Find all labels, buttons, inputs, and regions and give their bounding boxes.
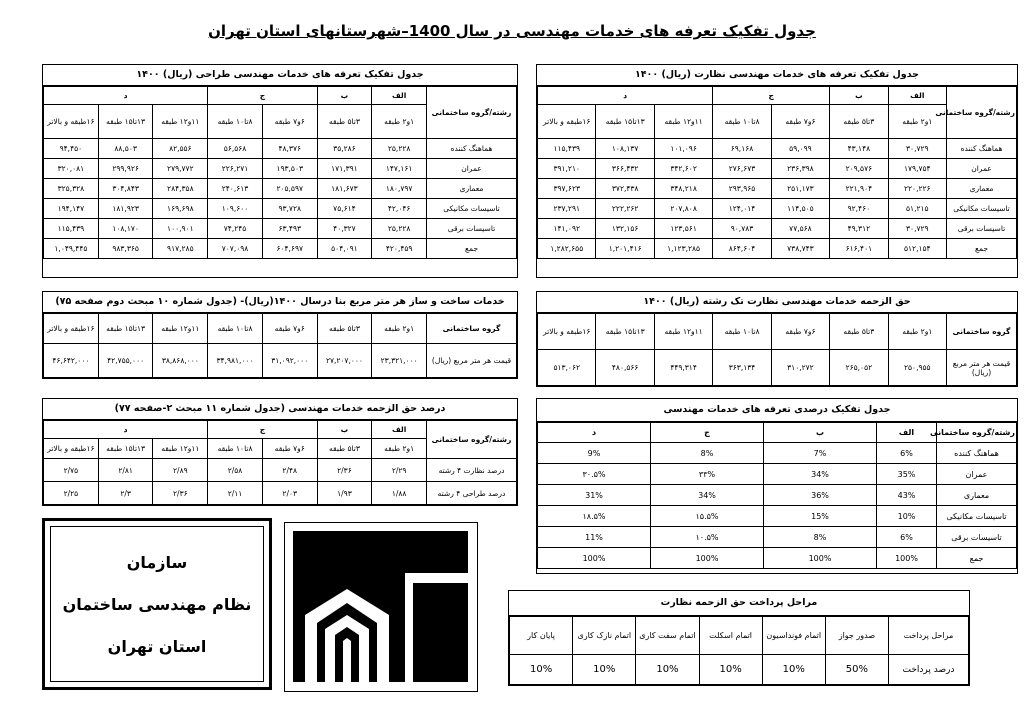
table-cell: ۲۰۹,۵۷۶ — [830, 159, 888, 179]
table-cell: 10% — [762, 655, 825, 685]
table-cell: ۱۴۷,۱۶۱ — [372, 159, 427, 179]
table-row — [538, 485, 1017, 506]
column-header: گروه ساختمانی — [427, 314, 517, 344]
table-row — [44, 139, 517, 159]
column-header: ۶و۷ طبقه — [771, 105, 829, 139]
table-cell: ۱/۸۸ — [372, 482, 427, 505]
row-label: عمران — [427, 159, 517, 179]
table-cell: ۲/۲۵ — [44, 482, 99, 505]
table-cell: ۸۶۴,۶۰۴ — [713, 239, 771, 259]
table-cell: ۸۸,۵۰۳ — [98, 139, 153, 159]
table-cell: ۱/۹۳ — [317, 482, 372, 505]
table-cell: ۱۰۸,۱۳۷ — [596, 139, 654, 159]
table-cell: ۲۹۳,۹۶۵ — [713, 179, 771, 199]
column-header: ۱۳تا۱۵ طبقه — [98, 105, 153, 139]
row-label: جمع — [947, 239, 1017, 259]
column-header: ۱و۲ طبقه — [888, 314, 946, 350]
table-title: جدول تفکیک تعرفه های خدمات مهندسی نظارت (ریال) ۱۴۰۰ — [537, 65, 1017, 86]
column-header: اتمام اسکلت — [699, 617, 762, 655]
table-cell: ۱۷۱,۳۹۱ — [317, 159, 372, 179]
table-cell: ۹۰,۷۸۳ — [713, 219, 771, 239]
table-cell: 100% — [877, 548, 937, 569]
table-cell: 8% — [651, 443, 764, 464]
table-cell: ۳۹۷,۶۲۳ — [538, 179, 596, 199]
table-cell: ۹۸۳,۳۶۵ — [98, 239, 153, 259]
column-header: پایان کار — [510, 617, 573, 655]
table-cell: ۲۹۹,۹۲۶ — [98, 159, 153, 179]
table-cell: ۹۲,۴۶۰ — [830, 199, 888, 219]
table-cell: ۲/۵۸ — [208, 459, 263, 482]
table-cell: ۱,۱۲۳,۲۸۵ — [654, 239, 712, 259]
table-cell: 31% — [538, 485, 651, 506]
table-cell: ۲۰۷,۸۰۸ — [654, 199, 712, 219]
table-cell: ۴۳,۱۴۸ — [830, 139, 888, 159]
table-cell: ۳۲۵,۳۲۸ — [44, 179, 99, 199]
column-header: رشته/گروه ساختمانی — [937, 423, 1017, 443]
table-cell: ۵۱۳,۰۶۲ — [538, 350, 596, 386]
table-cell: ۱۲۴,۰۱۴ — [713, 199, 771, 219]
column-header: ۱۶طبقه و بالاتر — [44, 105, 99, 139]
column-header: ۱و۲ طبقه — [372, 439, 427, 459]
column-header: ۳تا۵ طبقه — [317, 314, 372, 344]
table-cell: ۲/۳ — [98, 482, 153, 505]
table-row — [538, 548, 1017, 569]
supervision-tariff-table — [536, 64, 1018, 278]
data-table — [509, 616, 969, 685]
table-cell: ۳۴,۹۸۱,۰۰۰ — [208, 344, 263, 378]
table-cell: ۲۲۶,۲۷۱ — [208, 159, 263, 179]
organization-name — [50, 526, 264, 682]
table-cell: ۲۵,۲۲۸ — [372, 219, 427, 239]
table-cell: ۷۳۸,۷۴۳ — [771, 239, 829, 259]
table-cell: 100% — [538, 548, 651, 569]
column-header: ۱۱و۱۲ طبقه — [153, 105, 208, 139]
table-cell: ۵۱,۲۱۵ — [888, 199, 946, 219]
percentage-split-table — [536, 398, 1018, 574]
table-cell: 35% — [877, 464, 937, 485]
org-name-line: نظام مهندسی ساختمان — [62, 594, 252, 614]
table-cell: ۱۰۰,۹۰۱ — [153, 219, 208, 239]
table-cell: ۵۰۴,۰۹۱ — [317, 239, 372, 259]
table-cell: ۸۲,۵۵۶ — [153, 139, 208, 159]
table-cell: ۲۳,۳۲۱,۰۰۰ — [372, 344, 427, 378]
row-label: هماهنگ کننده — [937, 443, 1017, 464]
table-cell: ۲۳۷,۲۹۱ — [538, 199, 596, 219]
table-cell: ۱۸۱,۹۲۳ — [98, 199, 153, 219]
column-header: ۱و۲ طبقه — [888, 105, 946, 139]
row-label: جمع — [427, 239, 517, 259]
table-cell: ۳۱۰,۲۷۲ — [771, 350, 829, 386]
table-cell: 9% — [538, 443, 651, 464]
column-header: اتمام سفت کاری — [636, 617, 699, 655]
table-cell: ۲۰۵,۵۹۷ — [262, 179, 317, 199]
table-row — [44, 459, 517, 482]
table-cell: ۲/۷۵ — [44, 459, 99, 482]
table-cell: ۲۷۶,۶۷۳ — [713, 159, 771, 179]
table-cell: 50% — [825, 655, 888, 685]
table-cell: ۶۱۶,۴۰۱ — [830, 239, 888, 259]
table-cell: ۳۴۲,۶۰۲ — [654, 159, 712, 179]
table-cell: 8% — [764, 527, 877, 548]
table-cell: ۱,۲۸۲,۶۵۵ — [538, 239, 596, 259]
table-cell: ۵۹,۰۹۹ — [771, 139, 829, 159]
table-cell: ۱۰.۵% — [651, 527, 764, 548]
table-cell: ۷۵,۶۱۴ — [317, 199, 372, 219]
table-cell: ۶۳,۴۹۳ — [262, 219, 317, 239]
table-cell: ۲۲۰,۲۲۶ — [888, 179, 946, 199]
column-header: ۱۱و۱۲ طبقه — [654, 314, 712, 350]
table-cell: ۱,۲۰۱,۴۱۶ — [596, 239, 654, 259]
group-header: الف — [372, 421, 427, 439]
table-cell: 36% — [764, 485, 877, 506]
column-header: ۱۳تا۱۵ طبقه — [596, 314, 654, 350]
table-cell: ۷۴,۲۴۵ — [208, 219, 263, 239]
table-cell: 10% — [573, 655, 636, 685]
group-header: د — [538, 87, 713, 105]
construction-cost-table — [42, 291, 518, 379]
table-row — [538, 527, 1017, 548]
table-cell: ۹۳,۷۲۸ — [262, 199, 317, 219]
column-header: ج — [651, 423, 764, 443]
column-header: ۳تا۵ طبقه — [317, 439, 372, 459]
table-cell: ۹۴,۴۵۰ — [44, 139, 99, 159]
table-cell: 6% — [877, 443, 937, 464]
table-cell: 10% — [510, 655, 573, 685]
table-cell: ۱۶۹,۶۹۸ — [153, 199, 208, 219]
table-cell: ۵۱۲,۱۵۴ — [888, 239, 946, 259]
table-row — [538, 239, 1017, 259]
table-cell: ۱۹۴,۱۴۷ — [44, 199, 99, 219]
column-header: ۱۳تا۱۵ طبقه — [98, 439, 153, 459]
table-cell: 10% — [699, 655, 762, 685]
table-row — [538, 159, 1017, 179]
column-header: ۱و۲ طبقه — [372, 105, 427, 139]
org-name-line: استان تهران — [107, 636, 207, 656]
table-cell: ۱۱۵,۴۳۹ — [538, 139, 596, 159]
row-label: جمع — [937, 548, 1017, 569]
org-name-line: سازمان — [126, 552, 188, 572]
table-cell: ۳۷۲,۴۳۸ — [596, 179, 654, 199]
column-header: ۳تا۵ طبقه — [830, 105, 888, 139]
table-title: جدول تفکیک تعرفه های خدمات مهندسی طراحی (ریال) ۱۴۰۰ — [43, 65, 517, 86]
table-cell: ۲۵۰,۹۵۵ — [888, 350, 946, 386]
table-cell: 6% — [877, 527, 937, 548]
table-row — [538, 464, 1017, 485]
column-header: ۱و۲ طبقه — [372, 314, 427, 344]
table-cell: ۲۳۶,۳۹۸ — [771, 159, 829, 179]
table-cell: 100% — [764, 548, 877, 569]
table-title: درصد حق الزحمه خدمات مهندسی (جدول شماره ۱۱ مبحث ۲-صفحه ۷۷) — [43, 399, 517, 420]
table-cell: ۲/۰۳ — [262, 482, 317, 505]
table-cell: ۱۲۳,۵۶۱ — [654, 219, 712, 239]
column-header: ۱۳تا۱۵ طبقه — [596, 105, 654, 139]
column-header: ۱۱و۱۲ طبقه — [153, 314, 208, 344]
table-cell: ۷۰۷,۰۹۸ — [208, 239, 263, 259]
table-cell: ۳۶۶,۴۳۲ — [596, 159, 654, 179]
row-label: معماری — [427, 179, 517, 199]
table-cell: ۲۷۹,۷۷۲ — [153, 159, 208, 179]
table-row — [44, 179, 517, 199]
table-title: جدول تفکیک درصدی تعرفه های خدمات مهندسی — [537, 399, 1017, 422]
table-cell: ۳۵,۲۸۶ — [317, 139, 372, 159]
table-cell: ۲/۲۹ — [372, 459, 427, 482]
row-label: تاسیسات مکانیکی — [947, 199, 1017, 219]
column-header: ۶و۷ طبقه — [771, 314, 829, 350]
table-cell: ۲۶۵,۰۵۲ — [830, 350, 888, 386]
table-cell: ۳۲۰,۰۸۱ — [44, 159, 99, 179]
data-table — [43, 420, 517, 505]
table-cell: ۱۳۲,۱۵۶ — [596, 219, 654, 239]
table-cell: ۴۸۰,۵۶۶ — [596, 350, 654, 386]
group-header: ج — [208, 421, 317, 439]
group-header: الف — [372, 87, 427, 105]
table-cell: ۲/۴۸ — [262, 459, 317, 482]
column-header: ۶و۷ طبقه — [262, 439, 317, 459]
page-title: جدول تفکیک تعرفه های خدمات مهندسی در سال 1400–شهرستانهای استان تهران — [208, 22, 816, 40]
table-row — [538, 179, 1017, 199]
table-cell: ۱۰۹,۶۰۰ — [208, 199, 263, 219]
building-logo-icon — [285, 523, 476, 690]
table-cell: ۱۰۸,۱۷۰ — [98, 219, 153, 239]
group-header: ب — [830, 87, 888, 105]
table-cell: ۳۳% — [651, 464, 764, 485]
row-label: درصد پرداخت — [889, 655, 969, 685]
column-header: ۳تا۵ طبقه — [317, 105, 372, 139]
table-cell: ۳۶۳,۱۳۴ — [713, 350, 771, 386]
column-header: الف — [877, 423, 937, 443]
row-label: عمران — [937, 464, 1017, 485]
table-cell: ۱۱۴,۵۰۵ — [771, 199, 829, 219]
column-header: صدور جواز — [825, 617, 888, 655]
table-cell: ۲۲۲,۲۶۲ — [596, 199, 654, 219]
data-table — [43, 313, 517, 378]
row-label: هماهنگ کننده — [947, 139, 1017, 159]
group-header: د — [44, 87, 208, 105]
group-header: الف — [888, 87, 946, 105]
table-cell: ۳۸,۸۶۸,۰۰۰ — [153, 344, 208, 378]
row-label: تاسیسات برقی — [427, 219, 517, 239]
payment-stages-table — [508, 590, 970, 686]
table-cell: ۳۰.۵% — [538, 464, 651, 485]
table-cell: ۷۷,۵۶۸ — [771, 219, 829, 239]
table-cell: ۳۰,۷۲۹ — [888, 219, 946, 239]
table-row — [538, 506, 1017, 527]
column-header: ب — [764, 423, 877, 443]
column-header: ۱۱و۱۲ طبقه — [654, 105, 712, 139]
column-header: ۱۳تا۱۵ طبقه — [98, 314, 153, 344]
table-row — [44, 199, 517, 219]
table-cell: 10% — [877, 506, 937, 527]
table-cell: ۱,۰۴۹,۴۴۵ — [44, 239, 99, 259]
fee-percentage-table — [42, 398, 518, 506]
table-cell: ۴۹,۳۱۲ — [830, 219, 888, 239]
table-cell: ۲/۳۶ — [317, 459, 372, 482]
organization-name-box — [42, 518, 272, 690]
row-label: درصد نظارت ۴ رشته — [427, 459, 517, 482]
table-cell: ۲۵۱,۱۷۳ — [771, 179, 829, 199]
column-header: اتمام نازک کاری — [573, 617, 636, 655]
table-title: خدمات ساخت و ساز هر متر مربع بنا درسال ۱۴۰۰(ریال)- (جدول شماره ۱۰ مبحث دوم صفحه ۷۵) — [43, 292, 517, 313]
table-cell: ۳۰,۷۲۹ — [888, 139, 946, 159]
data-table — [537, 422, 1017, 569]
table-cell: 100% — [651, 548, 764, 569]
table-cell: ۶۹,۱۶۸ — [713, 139, 771, 159]
table-cell: ۲۲۱,۹۰۴ — [830, 179, 888, 199]
table-cell: ۱۸۱,۶۷۳ — [317, 179, 372, 199]
column-header: ۱۱و۱۲ طبقه — [153, 439, 208, 459]
column-header: مراحل پرداخت — [889, 617, 969, 655]
data-table — [537, 313, 1017, 386]
table-cell: ۴۲۰,۴۵۹ — [372, 239, 427, 259]
table-cell: ۲۵,۲۲۸ — [372, 139, 427, 159]
column-header: ۶و۷ طبقه — [262, 314, 317, 344]
table-row — [44, 159, 517, 179]
group-header: د — [44, 421, 208, 439]
table-cell: ۴۲,۷۵۵,۰۰۰ — [98, 344, 153, 378]
column-header: ۱۶طبقه و بالاتر — [538, 105, 596, 139]
row-label: تاسیسات مکانیکی — [937, 506, 1017, 527]
row-label: هماهنگ کننده — [427, 139, 517, 159]
table-cell: ۴۶,۶۴۲,۰۰۰ — [44, 344, 99, 378]
column-header: رشته/گروه ساختمانی — [427, 421, 517, 459]
column-header: ۳تا۵ طبقه — [830, 314, 888, 350]
table-cell: ۳۱,۰۹۲,۰۰۰ — [262, 344, 317, 378]
table-title: حق الزحمه خدمات مهندسی نظارت تک رشته (ریال) ۱۴۰۰ — [537, 292, 1017, 313]
design-tariff-table — [42, 64, 518, 278]
column-header: ۸تا۱۰ طبقه — [208, 105, 263, 139]
group-header: ب — [317, 87, 372, 105]
table-cell: ۱۹۳,۵۰۳ — [262, 159, 317, 179]
table-row — [44, 219, 517, 239]
table-row — [538, 443, 1017, 464]
table-cell: ۲۴۰,۶۱۳ — [208, 179, 263, 199]
table-cell: ۹۱۷,۲۸۵ — [153, 239, 208, 259]
column-header: ۶و۷ طبقه — [262, 105, 317, 139]
column-header: اتمام فونداسیون — [762, 617, 825, 655]
table-cell: ۱۸.۵% — [538, 506, 651, 527]
table-cell: ۱۰۱,۰۹۶ — [654, 139, 712, 159]
table-cell: ۴۰,۳۲۷ — [317, 219, 372, 239]
row-label: معماری — [947, 179, 1017, 199]
column-header: گروه ساختمانی — [947, 314, 1017, 350]
table-cell: 7% — [764, 443, 877, 464]
row-label: درصد طراحی ۴ رشته — [427, 482, 517, 505]
table-cell: 10% — [636, 655, 699, 685]
column-header: ۸تا۱۰ طبقه — [713, 314, 771, 350]
column-header: ۸تا۱۰ طبقه — [208, 439, 263, 459]
column-header: رشته/گروه ساختمانی — [427, 87, 517, 139]
table-cell: ۱۴۱,۰۹۲ — [538, 219, 596, 239]
table-cell: ۶۰۴,۶۹۷ — [262, 239, 317, 259]
row-label: تاسیسات برقی — [947, 219, 1017, 239]
group-header: ج — [713, 87, 830, 105]
table-cell: ۲/۸۱ — [98, 459, 153, 482]
table-row — [44, 239, 517, 259]
table-cell: 15% — [764, 506, 877, 527]
table-cell: 34% — [651, 485, 764, 506]
table-cell: ۳۰۴,۸۴۳ — [98, 179, 153, 199]
table-row — [538, 139, 1017, 159]
table-cell: ۲/۳۶ — [153, 482, 208, 505]
table-cell: 34% — [764, 464, 877, 485]
table-cell: ۱۱۵,۴۳۹ — [44, 219, 99, 239]
row-label: تاسیسات برقی — [937, 527, 1017, 548]
column-header: د — [538, 423, 651, 443]
row-label: قیمت هر متر مربع (ریال) — [427, 344, 517, 378]
column-header: ۱۶طبقه و بالاتر — [44, 439, 99, 459]
table-cell: 11% — [538, 527, 651, 548]
single-discipline-fee-table — [536, 291, 1018, 387]
table-row — [44, 482, 517, 505]
row-label: معماری — [937, 485, 1017, 506]
table-cell: ۴۸,۳۷۶ — [262, 139, 317, 159]
table-cell: ۲۸۴,۳۵۸ — [153, 179, 208, 199]
table-cell: ۱۵.۵% — [651, 506, 764, 527]
group-header: ب — [317, 421, 372, 439]
table-cell: ۴۲,۰۴۶ — [372, 199, 427, 219]
table-cell: 43% — [877, 485, 937, 506]
table-cell: ۲/۱۱ — [208, 482, 263, 505]
column-header: ۸تا۱۰ طبقه — [208, 314, 263, 344]
table-title: مراحل پرداخت حق الزحمه نظارت — [509, 591, 969, 616]
table-cell: ۵۶,۵۶۸ — [208, 139, 263, 159]
column-header: ۸تا۱۰ طبقه — [713, 105, 771, 139]
column-header: ۱۶طبقه و بالاتر — [44, 314, 99, 344]
group-header: ج — [208, 87, 317, 105]
data-table — [537, 86, 1017, 259]
table-cell: ۲/۸۹ — [153, 459, 208, 482]
table-cell: ۴۴۹,۳۱۴ — [654, 350, 712, 386]
organization-logo — [284, 522, 478, 692]
table-cell: ۱۸۰,۷۹۷ — [372, 179, 427, 199]
row-label: قیمت هر متر مربع (ریال) — [947, 350, 1017, 386]
table-cell: ۲۷,۲۰۷,۰۰۰ — [317, 344, 372, 378]
table-row — [538, 219, 1017, 239]
table-row — [538, 199, 1017, 219]
column-header: ۱۶طبقه و بالاتر — [538, 314, 596, 350]
table-cell: ۳۴۸,۲۱۸ — [654, 179, 712, 199]
column-header: رشته/گروه ساختمانی — [947, 87, 1017, 139]
row-label: عمران — [947, 159, 1017, 179]
row-label: تاسیسات مکانیکی — [427, 199, 517, 219]
table-cell: ۳۹۱,۲۱۰ — [538, 159, 596, 179]
data-table — [43, 86, 517, 259]
table-cell: ۱۷۹,۷۵۴ — [888, 159, 946, 179]
